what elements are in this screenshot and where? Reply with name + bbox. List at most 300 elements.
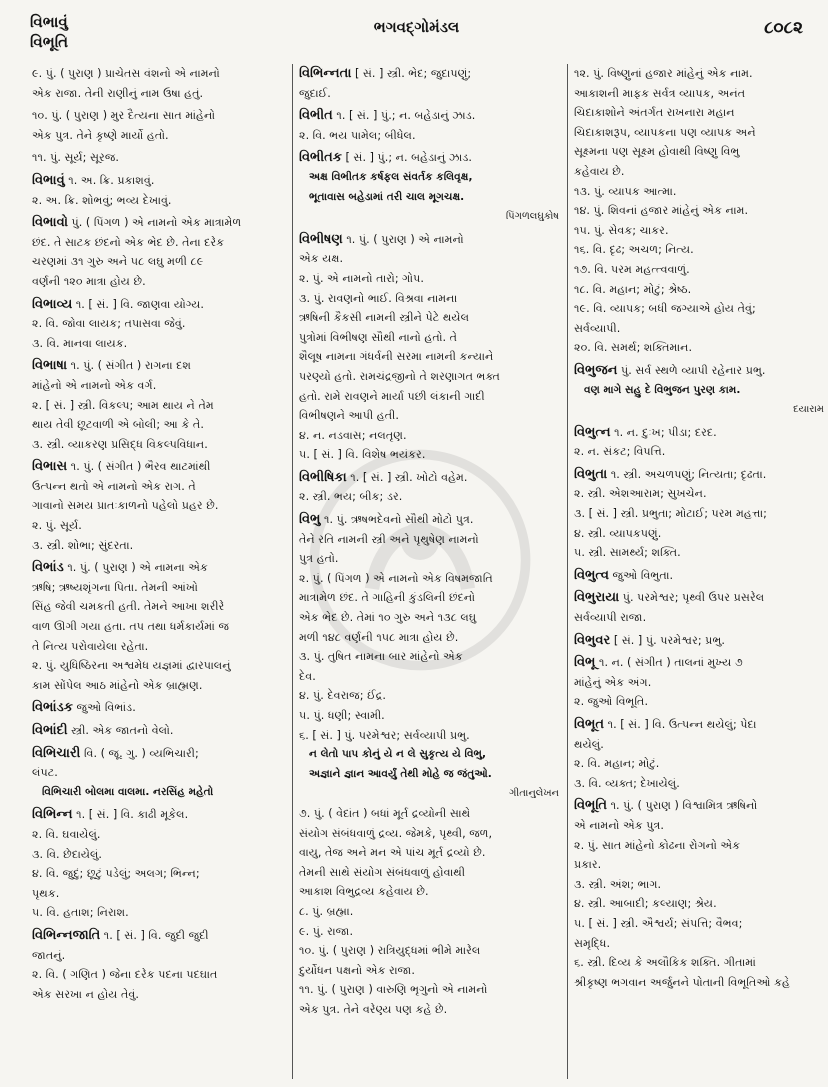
dictionary-entry <box>574 64 828 358</box>
line-text: વાયુ, તેજ અને મન એ પાંચ મૂર્ત દ્રવ્યો છે. <box>299 846 486 860</box>
definition-line <box>299 406 563 426</box>
quotation-line <box>574 381 828 401</box>
definition-line <box>32 698 288 718</box>
line-text: ૧. પું. ( પુરાણ ) વિશ્વામિત્ર ઋષિનો <box>610 799 758 813</box>
column-left <box>30 64 288 1079</box>
definition-line <box>32 825 288 845</box>
definition-line <box>32 721 288 741</box>
definition-line <box>299 148 563 168</box>
definition-line <box>299 588 563 608</box>
definition-line <box>32 213 288 233</box>
definition-line <box>299 308 563 328</box>
definition-line <box>574 934 828 954</box>
definition-line <box>574 608 828 628</box>
definition-line <box>32 884 288 904</box>
line-text: ૬. સ્ત્રી. દિવ્ય કે અલૌકિક શક્તિ. ગીતામાં <box>574 956 756 970</box>
line-text: ૯. પું. ( પુરાણ ) પ્રાચેતસ વંશનો એ નામનો <box>32 67 220 80</box>
line-text: ઋષિ; ઋષ્યશૃંગના પિતા. તેમની આંખો <box>32 580 198 594</box>
line-text: દયારામ <box>793 404 824 416</box>
definition-line <box>574 673 828 693</box>
definition-line <box>574 914 828 934</box>
dictionary-entry <box>574 361 828 420</box>
definition-line <box>32 926 288 946</box>
definition-line <box>574 504 828 524</box>
headword: વિભુજન <box>574 362 618 378</box>
line-text: ૫. [ સં. ] સ્ત્રી. ઐશ્વર્ય; સંપત્તિ; વૈભવ; <box>574 916 743 930</box>
dictionary-entry <box>32 106 288 145</box>
quotation-source <box>299 207 563 227</box>
line-text: ૧૦. પું. ( પુરાણ ) મુર દૈત્યના સાત માંહેનો <box>32 109 216 123</box>
dictionary-entry <box>32 721 288 741</box>
definition-line <box>574 524 828 544</box>
line-text: ૩. પું. તુષિત નામના બાર માંહેનો એક <box>299 650 463 664</box>
definition-line <box>574 280 828 300</box>
definition-line <box>574 692 828 712</box>
dictionary-entry <box>299 510 563 1019</box>
definition-line <box>32 744 288 764</box>
definition-line <box>574 484 828 504</box>
line-text: ૧૯. વિ. વ્યાપક; બધી જગ્યાએ હોય તેવું; <box>574 302 756 316</box>
dictionary-entry <box>32 171 288 210</box>
definition-line <box>574 442 828 462</box>
definition-line <box>574 201 828 221</box>
definition-line <box>574 953 828 973</box>
definition-line <box>299 487 563 507</box>
line-text: આકાશની માફક સર્વત્ર વ્યાપક, અનંત <box>574 86 746 100</box>
dictionary-entry <box>32 295 288 354</box>
line-text: ૨. વિ. મહાન; મોટું. <box>574 757 660 771</box>
definition-line <box>574 855 828 875</box>
definition-line <box>32 864 288 884</box>
line-text: ૧૫. પું. સેવક; ચાકર. <box>574 223 669 237</box>
quotation-line <box>299 168 563 188</box>
headword: વિભુતા <box>574 466 608 482</box>
line-text: ૪. વિ. જુદું; છૂટું પડેલું; અલગ; ભિન્ન; <box>32 867 200 881</box>
definition-line <box>574 142 828 162</box>
quotation-source <box>299 784 563 804</box>
line-text: સિંહ જેવી ચમકતી હતી. તેમને આખા શરીરે <box>32 600 225 614</box>
line-text: ૬. [ સં. ] પું. પરમેશ્વર; સર્વવ્યાપી પ્રભુ. <box>299 728 470 742</box>
line-text: ૨. જુઓ વિભૂતિ. <box>574 695 648 709</box>
headword: વિભીષણ <box>299 231 343 247</box>
definition-line <box>299 549 563 569</box>
definition-line <box>32 578 288 598</box>
definition-line <box>574 894 828 914</box>
definition-line <box>299 726 563 746</box>
definition-line <box>299 510 563 530</box>
dictionary-entry <box>574 796 828 992</box>
definition-line <box>299 863 563 883</box>
line-text: પિંગળલઘુકોષ <box>505 211 559 223</box>
definition-line <box>32 334 288 354</box>
line-text: ૩. વિ. માનવા લાયક. <box>32 336 128 350</box>
definition-line <box>32 845 288 865</box>
definition-line <box>574 588 828 608</box>
quotation-source <box>574 400 828 420</box>
definition-line <box>32 435 288 455</box>
headword: વિભાવ્ય <box>32 296 73 312</box>
line-text: ૧. સ્ત્રી. અચળપણું; નિત્યતા; દૃઢતા. <box>610 467 767 481</box>
line-text: વર્ણની ૧૨૦ માત્રા હોય છે. <box>32 274 146 288</box>
line-text: ચિદાકાશોને અંતર્ગત રાખનારા મહાન <box>574 106 735 120</box>
definition-line <box>574 319 828 339</box>
headword: વિભુત્વ <box>574 567 609 583</box>
line-text: ૨૦. વિ. સમર્થ; શક્તિમાન. <box>574 341 693 355</box>
line-text: [ સં. ] પું.; ન. બહેડાનું ઝાડ. <box>345 151 472 165</box>
dictionary-entry <box>574 588 828 627</box>
definition-line <box>574 240 828 260</box>
line-text: લંપટ. <box>32 766 58 780</box>
definition-line <box>32 396 288 416</box>
line-text: ૧. અ. ક્રિ. પ્રકાશવું. <box>68 173 155 187</box>
definition-line <box>574 816 828 836</box>
line-text: થયેલું. <box>574 737 604 751</box>
definition-line <box>32 106 288 126</box>
definition-line <box>574 299 828 319</box>
dictionary-entry <box>32 457 288 555</box>
line-text: ૧૬. વિ. દૃઢ; અચળ; નિત્ય. <box>574 243 694 257</box>
line-text: ૩. સ્ત્રી. અંશ; ભાગ. <box>574 877 662 891</box>
definition-line <box>299 922 563 942</box>
definition-line <box>299 126 563 146</box>
dictionary-entry <box>32 213 288 291</box>
headword: વિભાંડ <box>32 560 64 576</box>
definition-line <box>574 631 828 651</box>
line-text: ૧૨. પું. વિષ્ણુનાં હજાર માંહેનું એક નામ. <box>574 67 753 80</box>
headword: વિભૂ <box>574 655 596 671</box>
quotation-line <box>32 783 288 803</box>
headword: વિભાંદી <box>32 723 68 738</box>
dictionary-entry <box>574 566 828 586</box>
line-text: ૧. [ સં. ] વિ. ઉત્પન્ન થયેલું; પેદા <box>607 718 757 731</box>
line-text: ૨. વિ. ભય પામેલ; બીધેલ. <box>299 128 416 142</box>
line-text: સર્વવ્યાપી. <box>574 321 621 335</box>
line-text: માત્રામેળ છંદ. તે ગાહિની કુંડલિની છંદનો <box>299 591 476 605</box>
definition-line <box>32 676 288 696</box>
definition-line <box>299 530 563 550</box>
line-text: ૩. સ્ત્રી. શોભા; સુંદરતા. <box>32 538 134 552</box>
line-text: પુત્રોમાં વિભીષણ સૌથી નાનો હતો. તે <box>299 330 458 344</box>
definition-line <box>32 64 288 84</box>
definition-line <box>299 824 563 844</box>
definition-line <box>299 64 563 84</box>
line-text: એ નામનો એક પુત્ર. <box>574 818 664 832</box>
line-text: પુત્ર હતો. <box>299 552 339 566</box>
line-text: ૧. [ સં. ] સ્ત્રી. ખોટો વહેમ. <box>350 470 468 484</box>
running-title: ભગવદ્ગોમંડલ <box>373 18 460 36</box>
line-text: ૪. ન. નડવાસ; નલતૃણ. <box>299 428 407 442</box>
dictionary-entry <box>32 356 288 454</box>
line-text: માંહેનું એક અંગ. <box>574 675 652 689</box>
column-middle <box>297 64 563 1079</box>
line-text: ૨. વિ. ( ગણિત ) જેના દરેક પદના પદઘાત <box>32 968 218 982</box>
definition-line <box>32 965 288 985</box>
definition-line <box>299 667 563 687</box>
line-text: જુઓ વિભુતા. <box>612 568 674 582</box>
line-text: ૨. સ્ત્રી. એશઆરામ; સુખચેન. <box>574 487 707 501</box>
guide-word-last: વિભૂતિ <box>30 33 69 51</box>
dictionary-entry <box>574 423 828 462</box>
definition-line <box>299 843 563 863</box>
line-text: ૧૧. પું. ( પુરાણ ) વારુણિ ભૃગુનો એ નામનો <box>299 983 488 997</box>
line-text: પૃથક. <box>32 886 60 900</box>
definition-line <box>32 415 288 435</box>
line-text: ૧૪. પું. શિવનાં હજાર માંહેનું એક નામ. <box>574 204 749 218</box>
line-text: ઋષિની કૈકસી નામની સ્ત્રીને પેટે થયેલ <box>299 311 470 325</box>
definition-line <box>299 882 563 902</box>
definition-line <box>32 457 288 477</box>
definition-line <box>299 804 563 824</box>
page-number: ૮૦૮૨ <box>764 18 803 38</box>
definition-line <box>574 361 828 381</box>
line-text: મળી ૧૪૮ વર્ણની ૧૫૮ માત્રા હોય છે. <box>299 630 459 644</box>
definition-line <box>32 295 288 315</box>
headword: વિભિન્ન <box>32 807 73 823</box>
definition-line <box>32 171 288 191</box>
line-text: કામ સોંપેલ આઠ માંહેનો એક બ્રાહ્મણ. <box>32 678 203 692</box>
page-header <box>30 12 803 58</box>
column-right <box>572 64 828 1079</box>
line-text: કહેવાય છે. <box>574 164 625 178</box>
line-text: ૨. વિ. ઘવાયેલું. <box>32 827 101 841</box>
line-text: ૩. વિ. છેદાયેલું. <box>32 847 102 861</box>
headword: વિભૂત <box>574 717 605 732</box>
definition-line <box>299 961 563 981</box>
definition-line <box>574 836 828 856</box>
definition-line <box>299 269 563 289</box>
line-text: ૧. ન. ( સંગીત ) તાલનાં મુખ્ય ૭ <box>599 656 743 670</box>
line-text: ૩. વિ. વ્યક્ત; દેખાયેલું. <box>574 776 680 790</box>
headword: વિભાંડક <box>32 700 73 716</box>
line-text: ૨. ન. સંકટ; વિપત્તિ. <box>574 445 666 459</box>
line-text: ૧૭. વિ. પરમ મહત્ત્વવાળું. <box>574 262 690 276</box>
line-text: અજ્ઞાને જ્ઞાન આવર્યું તેથી મોહે જ જંતુઓ. <box>309 767 492 780</box>
definition-line <box>32 252 288 272</box>
definition-line <box>574 543 828 563</box>
line-text: ૧. [ સં. ] વિ. જાણવા યોગ્ય. <box>75 297 204 311</box>
headword: વિભુવર <box>574 632 611 648</box>
line-text: ૩. [ સં. ] સ્ત્રી. પ્રભુતા; મોટાઈ; પરમ મહત્તા; <box>574 507 767 521</box>
definition-line <box>32 84 288 104</box>
dictionary-entry <box>574 653 828 712</box>
line-text: ૨. અ. ક્રિ. શોભવું; ભવ્ય દેખાવું. <box>32 193 172 207</box>
line-text: ૮. પું. બ્રહ્મા. <box>299 904 354 918</box>
definition-line <box>32 376 288 396</box>
line-text: ૫. પું. ધણી; સ્વામી. <box>299 709 385 722</box>
definition-line <box>299 468 563 488</box>
line-text: ૧. ન. દુઃખ; પીડા; દરદ. <box>614 425 717 439</box>
definition-line <box>32 516 288 536</box>
headword: વિભુ <box>299 512 321 528</box>
definition-line <box>574 875 828 895</box>
headword: વિભીષિકા <box>299 469 347 485</box>
definition-line <box>32 597 288 617</box>
line-text: વિભીષણને આપી હતી. <box>299 409 399 423</box>
guide-word-first: વિભાવું <box>30 13 68 31</box>
headword: વિભિચારી <box>32 745 81 761</box>
line-text: ૧૦. પું. ( પુરાણ ) રાત્રિયુદ્ધમાં ભીમે મારેલ <box>299 944 481 958</box>
definition-line <box>32 356 288 376</box>
line-text: ૩. સ્ત્રી. વ્યાકરણ પ્રસિદ્ધ વિકલ્પવિધાન. <box>32 437 208 451</box>
line-text: ૧. પું. ( સંગીત ) ભૈરવ થાટમાંથી <box>70 460 211 474</box>
definition-line <box>32 314 288 334</box>
definition-line <box>574 64 828 84</box>
line-text: પું. ( પિંગળ ) એ નામનો એક માત્રામેળ <box>71 216 242 230</box>
line-text: ૪. સ્ત્રી. આબાદી; કલ્યાણ; શ્રેય. <box>574 897 717 911</box>
line-text: ૧. પું. ( સંગીત ) રાગના દશ <box>70 359 192 373</box>
definition-line <box>299 249 563 269</box>
headword: વિભિન્નજાતિ <box>32 927 101 943</box>
definition-line <box>32 946 288 966</box>
line-text: ૧. પું. ઋષભદેવનો સૌથી મોટો પુત્ર. <box>324 513 474 527</box>
dictionary-entry <box>32 64 288 103</box>
headword: વિભૂતિ <box>574 798 607 814</box>
line-text: ગાવાનો સમય પ્રાતઃકાળનો પહેલો પ્રહર છે. <box>32 499 219 513</box>
definition-line <box>32 233 288 253</box>
definition-line <box>32 272 288 292</box>
definition-line <box>32 536 288 556</box>
line-text: સૂક્ષ્મના પણ સૂક્ષ્મ હોવાથી વિષ્ણુ વિભુ <box>574 145 740 159</box>
definition-line <box>32 617 288 637</box>
line-text: ચરણમાં ૩૧ ગુરુ અને ૫૮ લઘુ મળી ૮૯ <box>32 255 204 269</box>
definition-line <box>32 126 288 146</box>
definition-line <box>299 426 563 446</box>
headword: વિભાસ <box>32 459 68 475</box>
definition-line <box>299 1000 563 1020</box>
headword: વિભાવું <box>32 172 65 188</box>
line-text: ૧૩. પું. વ્યાપક આત્મા. <box>574 184 677 198</box>
line-text: એક પુત્ર. તેને વરેણ્ય પણ કહે છે. <box>299 1002 448 1016</box>
line-text: ૫. સ્ત્રી. સામર્થ્ય; શક્તિ. <box>574 546 681 560</box>
line-text: ૨. પું. એ નામનો તારો; ગોપ. <box>299 271 424 285</box>
line-text: માંહેનો એ નામનો એક વર્ગ. <box>32 378 157 392</box>
definition-line <box>574 735 828 755</box>
definition-line <box>299 230 563 250</box>
definition-line <box>299 686 563 706</box>
line-text: સ્ત્રી. એક જાતનો વેલો. <box>71 724 174 737</box>
line-text: ૨. સ્ત્રી. ભય; બીક; ડર. <box>299 490 403 504</box>
line-text: ૧. [ સં. ] વિ. જુદી જુદી <box>103 928 209 942</box>
columns <box>30 64 824 1079</box>
line-text: ૯. પું. રાજા. <box>299 924 354 938</box>
dictionary-entry <box>299 468 563 507</box>
definition-line <box>299 628 563 648</box>
definition-line <box>299 647 563 667</box>
line-text: ૧૮. વિ. મહાન; મોટું; શ્રેષ્ઠ. <box>574 282 692 296</box>
dictionary-entry <box>299 106 563 145</box>
definition-line <box>299 706 563 726</box>
definition-line <box>299 608 563 628</box>
line-text: ૧. [ સં. ] પું.; ન. બહેડાનું ઝાડ. <box>336 109 476 123</box>
line-text: દેવ. <box>299 669 316 683</box>
line-text: એક સરખા ન હોય તેવું. <box>32 987 139 1001</box>
quotation-line <box>299 765 563 785</box>
definition-line <box>574 754 828 774</box>
definition-line <box>574 973 828 993</box>
definition-line <box>299 387 563 407</box>
line-text: છંદ. તે સાટક છંદનો એક ભેદ છે. તેના દરેક <box>32 235 225 249</box>
quotation-line <box>299 188 563 208</box>
definition-line <box>299 328 563 348</box>
line-text: જુદાઈ. <box>299 86 331 100</box>
line-text: ન લેતો પાપ કોનું યે ન લે સુકૃત્ય યે વિભુ, <box>309 748 487 761</box>
line-text: દુર્યોધન પક્ષનો એક રાજા. <box>299 963 415 977</box>
line-text: ૨. [ સં. ] સ્ત્રી. વિકલ્પ; આમ થાય ને તેમ <box>32 398 214 412</box>
definition-line <box>299 445 563 465</box>
definition-line <box>574 774 828 794</box>
line-text: સર્વવ્યાપી રાજા. <box>574 611 647 625</box>
definition-line <box>299 106 563 126</box>
line-text: ૧૧. પું. સૂર્ય; સૂરજ. <box>32 151 119 165</box>
definition-line <box>574 162 828 182</box>
definition-line <box>299 569 563 589</box>
line-text: ૨. વિ. જોવા લાયક; તપાસવા જેવું. <box>32 317 186 331</box>
definition-line <box>32 496 288 516</box>
definition-line <box>32 558 288 578</box>
dictionary-entry <box>574 715 828 793</box>
line-text: થાય તેવી છૂટવાળી એ બોલી; આ કે તે. <box>32 418 204 432</box>
dictionary-entry <box>32 558 288 695</box>
line-text: સમૃદ્ધિ. <box>574 936 611 950</box>
headword: વિભીત <box>299 108 333 124</box>
dictionary-entry <box>299 148 563 226</box>
headword: વિભુત્ન <box>574 424 611 440</box>
line-text: ૧. [ સં. ] વિ. કાઢી મૂકેલ. <box>76 808 189 822</box>
headword: વિભીતક <box>299 150 342 166</box>
line-text: વાળ ઊગી ગયા હતા. તપ તથા ધર્મકાર્યમાં જ <box>32 620 230 634</box>
headword: વિભિન્નતા <box>299 66 352 81</box>
definition-line <box>299 902 563 922</box>
line-text: એક પુત્ર. તેને કૃષ્ણે માર્યો હતો. <box>32 128 169 142</box>
line-text: તેમની સાથે સંયોગ સંબંધવાળું હોવાથી <box>299 865 466 879</box>
definition-line <box>32 148 288 168</box>
line-text: શૈલૂષ નામના ગંધર્વની સરમા નામની કન્યાને <box>299 350 494 364</box>
definition-line <box>574 796 828 816</box>
line-text: પું. સર્વ સ્થળે વ્યાપી રહેનાર પ્રભુ. <box>620 363 766 377</box>
line-text: ૨. પું. યુધિષ્ઠિરના અશ્વમેધ યજ્ઞમાં દ્વારપાલનું <box>32 659 231 673</box>
line-text: વિભિચારી બોલમા વાલમા. નરસિંહ મહેતો <box>42 785 214 798</box>
line-text: ૭. પું. ( વેદાંત ) બધાં મૂર્ત દ્રવ્યોની સાથે <box>299 806 471 820</box>
definition-line <box>299 367 563 387</box>
definition-line <box>32 763 288 783</box>
line-text: [ સં. ] પું. પરમેશ્વર; પ્રભુ. <box>613 633 725 647</box>
definition-line <box>32 191 288 211</box>
dictionary-entry <box>574 465 828 563</box>
line-text: ૨. પું. સાત માંહેનો કોઢના રોગનો એક <box>574 838 741 852</box>
definition-line <box>574 465 828 485</box>
definition-line <box>299 347 563 367</box>
headword: વિભાવો <box>32 215 68 231</box>
dictionary-entry <box>32 744 288 803</box>
definition-line <box>299 980 563 1000</box>
line-text: હતો. રામે રાવણને માર્યા પછી લંકાની ગાદી <box>299 389 485 403</box>
line-text: [ સં. ] સ્ત્રી. ભેદ; જુદાપણું; <box>354 67 472 80</box>
line-text: પું. પરમેશ્વર; પૃથ્વી ઉપર પ્રસરેલ <box>622 591 765 605</box>
line-text: એક રાજા. તેની રાણીનું નામ ઉષા હતું. <box>32 86 204 100</box>
definition-line <box>574 653 828 673</box>
definition-line <box>32 903 288 923</box>
definition-line <box>574 423 828 443</box>
line-text: ચિદાકાશરૂપ, વ્યાપકના પણ વ્યાપક અને <box>574 125 756 139</box>
definition-line <box>574 715 828 735</box>
definition-line <box>574 84 828 104</box>
line-text: તેને રતિ નામની સ્ત્રી અને પૃથુષેણ નામનો <box>299 532 479 546</box>
line-text: ભૂતાવાસ બહેડામાં તરી ચાલ મૂગચક્ષ. <box>309 190 465 203</box>
line-text: ૨. પું. ( પિંગળ ) એ નામનો એક વિષમજાતિ <box>299 571 493 585</box>
line-text: એક યક્ષ. <box>299 252 344 266</box>
headword: વિભાષા <box>32 358 68 374</box>
dictionary-entry <box>299 64 563 103</box>
